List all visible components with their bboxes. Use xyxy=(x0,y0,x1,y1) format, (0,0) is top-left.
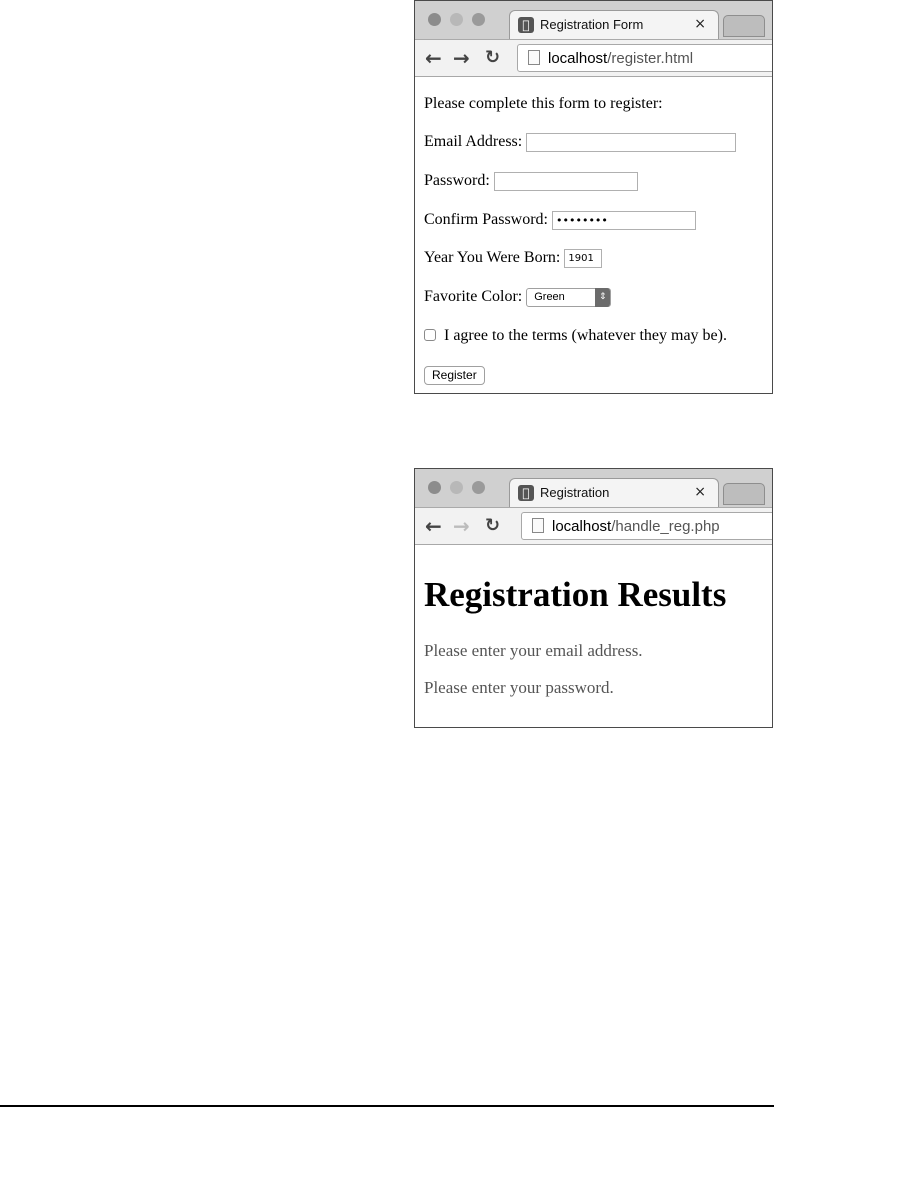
register-button[interactable]: Register xyxy=(424,366,485,385)
url-path: /register.html xyxy=(607,50,694,67)
terms-label: I agree to the terms (whatever they may be). xyxy=(444,327,727,344)
color-row xyxy=(424,288,611,307)
close-window-button[interactable] xyxy=(428,13,441,26)
address-bar[interactable] xyxy=(517,44,773,72)
tab-close-icon[interactable]: × xyxy=(694,484,706,500)
close-window-button[interactable] xyxy=(428,481,441,494)
page-icon xyxy=(528,50,540,65)
url-text xyxy=(548,50,693,67)
confirm-password-row xyxy=(424,211,696,230)
browser-window-results xyxy=(414,468,773,728)
forward-arrow-icon[interactable]: → xyxy=(453,46,470,70)
reload-icon[interactable]: ↻ xyxy=(485,515,501,536)
back-arrow-icon[interactable]: ← xyxy=(425,514,442,538)
reload-icon[interactable]: ↻ xyxy=(485,47,501,68)
url-text xyxy=(552,518,720,535)
email-label: Email Address: xyxy=(424,133,523,151)
page-icon xyxy=(532,518,544,533)
tab-strip xyxy=(415,469,772,507)
new-tab-button[interactable] xyxy=(723,483,765,505)
confirm-password-field[interactable]: •••••••• xyxy=(552,211,696,230)
browser-toolbar xyxy=(415,507,772,544)
year-field[interactable]: 1901 xyxy=(564,249,602,268)
password-field[interactable] xyxy=(494,172,638,191)
apple-icon xyxy=(518,485,534,501)
tab-strip xyxy=(415,1,772,39)
apple-icon xyxy=(518,17,534,33)
form-intro: Please complete this form to register: xyxy=(424,95,663,112)
terms-checkbox[interactable] xyxy=(424,329,436,341)
browser-chrome xyxy=(415,469,772,545)
chevron-updown-icon: ⇕ xyxy=(595,288,610,307)
page-rule xyxy=(0,1105,774,1107)
new-tab-button[interactable] xyxy=(723,15,765,37)
zoom-window-button[interactable] xyxy=(472,481,485,494)
back-arrow-icon[interactable]: ← xyxy=(425,46,442,70)
year-label: Year You Were Born: xyxy=(424,249,561,267)
tab-registration[interactable] xyxy=(509,478,719,508)
zoom-window-button[interactable] xyxy=(472,13,485,26)
tab-title: Registration xyxy=(540,485,610,500)
year-row xyxy=(424,249,602,268)
error-password: Please enter your password. xyxy=(424,678,614,697)
confirm-password-label: Confirm Password: xyxy=(424,211,548,229)
url-host: localhost xyxy=(548,50,608,67)
page-title: Registration Results xyxy=(424,575,727,614)
color-select[interactable] xyxy=(526,288,611,307)
password-label: Password: xyxy=(424,172,490,190)
minimize-window-button[interactable] xyxy=(450,13,463,26)
terms-row xyxy=(424,327,727,345)
url-host: localhost xyxy=(552,518,612,535)
error-email: Please enter your email address. xyxy=(424,641,643,660)
address-bar[interactable] xyxy=(521,512,773,540)
forward-arrow-icon[interactable]: → xyxy=(453,514,470,538)
tab-registration-form[interactable] xyxy=(509,10,719,40)
browser-chrome xyxy=(415,1,772,77)
color-label: Favorite Color: xyxy=(424,288,523,306)
email-row xyxy=(424,133,736,152)
email-field[interactable] xyxy=(526,133,736,152)
url-path: /handle_reg.php xyxy=(611,518,720,535)
minimize-window-button[interactable] xyxy=(450,481,463,494)
tab-title: Registration Form xyxy=(540,17,644,32)
password-row xyxy=(424,172,638,191)
browser-toolbar xyxy=(415,39,772,76)
color-select-value: Green xyxy=(534,291,565,303)
browser-window-register xyxy=(414,0,773,394)
tab-close-icon[interactable]: × xyxy=(694,16,706,32)
